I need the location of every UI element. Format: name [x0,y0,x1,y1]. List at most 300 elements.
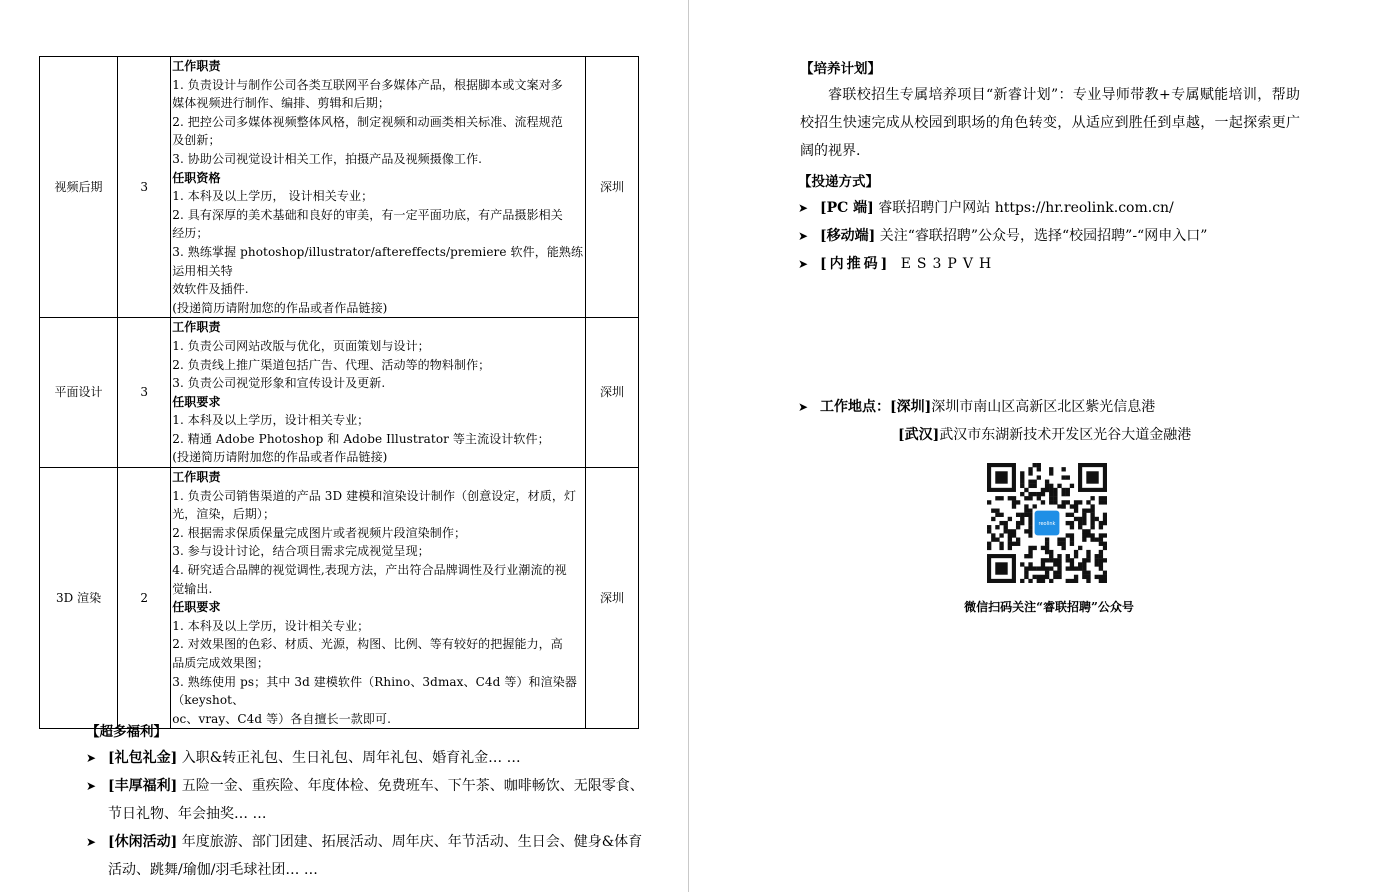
qr-module [1020,521,1024,525]
job-headcount: 3 [118,318,171,468]
qr-module [1037,492,1041,496]
qr-module [1057,575,1061,579]
desc-line: 1. 本科及以上学历，设计相关专业； [172,618,370,633]
qr-module [1016,521,1020,525]
qr-module [1020,475,1024,479]
qr-module [1012,533,1016,537]
qr-module [1066,533,1070,537]
qr-module [1028,492,1032,496]
qr-module [1020,517,1024,521]
job-title: 3D 渲染 [40,468,118,729]
training-text: 睿联校招生专属培养项目“新睿计划”：专业导师带教+专属赋能培训，帮助校招生快速完成从校园到职场的角色转变，从适应到胜任到卓越，一起探索更广阔的视界. [800,87,1300,159]
qr-module [1041,566,1045,570]
qr-module [1061,546,1065,550]
job-headcount: 2 [118,468,171,729]
qr-module [1066,488,1070,492]
qr-module [1037,496,1041,500]
qr-module [1082,517,1086,521]
desc-line: 及创新； [172,133,221,148]
desc-line: 2. 对效果图的色彩、材质、光源，构图、比例、等有较好的把握能力，高 [172,637,563,652]
qr-module [1024,575,1028,579]
qr-module [1057,554,1061,558]
qr-module [1066,521,1070,525]
qr-module [1061,542,1065,546]
reolink-logo-text: reolink [1038,521,1056,528]
qr-module [1049,500,1053,504]
apply-item-label: [移动端] [820,228,876,244]
bullet-icon: ➤ [86,779,97,793]
qr-module [1045,488,1049,492]
qr-module [1045,537,1049,541]
qr-module [1057,504,1061,508]
desc-line: 经历； [172,226,209,241]
qr-module [1016,525,1020,529]
desc-line: oc、vray、C4d 等）各自擅长一款即可. [172,711,392,726]
qr-module [1008,533,1012,537]
job-location: 深圳 [585,468,638,729]
qr-module [1033,484,1037,488]
qr-module [1045,484,1049,488]
qr-module [1086,554,1090,558]
qr-module [1103,546,1107,550]
qr-module [1095,575,1099,579]
benefit-item [86,828,646,884]
qr-module [1041,558,1045,562]
qr-module [1070,521,1074,525]
qr-module [1041,579,1045,583]
benefit-item-label: [丰厚福利] [108,778,178,794]
qr-module [1086,571,1090,575]
qr-module [1016,513,1020,517]
job-location: 深圳 [585,57,638,318]
desc-line: 觉输出. [172,581,213,596]
qr-module [1095,537,1099,541]
qr-module [1024,566,1028,570]
qr-module [1070,542,1074,546]
qr-module [991,509,995,513]
qr-code [987,463,1107,583]
qr-module [1090,509,1094,513]
qr-module [1024,504,1028,508]
qr-module [1103,513,1107,517]
qr-module [1020,562,1024,566]
qr-module [1049,471,1053,475]
job-description [171,468,586,729]
qr-module [1037,463,1041,467]
desc-line: 2. 负责线上推广渠道包括广告、代理、活动等的物料制作； [172,357,491,372]
qr-module [1082,533,1086,537]
qr-module [1061,492,1065,496]
qr-module [1082,513,1086,517]
qr-module [1033,504,1037,508]
desc-line: 3. 熟练使用 ps；其中 3d 建模软件（Rhino、3dmax、C4d 等）和渲染器（keyshot、 [172,674,577,708]
qr-module [1099,566,1103,570]
bullet-icon: ➤ [798,400,809,414]
qr-module [1028,579,1032,583]
qr-module [1086,558,1090,562]
benefit-item-text [108,828,646,884]
qr-module [1049,492,1053,496]
qr-module [1099,496,1103,500]
qr-module [1057,542,1061,546]
qr-module [1037,575,1041,579]
qr-module [1033,463,1037,467]
qr-module [1020,471,1024,475]
qr-module [1053,558,1057,562]
qr-module [1053,492,1057,496]
qr-module [1028,546,1032,550]
qr-module [1099,579,1103,583]
qr-module [1070,537,1074,541]
training-title: 【培养计划】 [800,61,881,77]
qr-module [1103,571,1107,575]
apply-section [798,170,1318,278]
table-row [40,468,639,729]
desc-line: 1. 负责设计与制作公司各类互联网平台多媒体产品，根据脚本或文案对多 [172,77,563,92]
qr-module [1103,542,1107,546]
left-page [0,0,688,892]
qr-finder-core [995,471,1007,483]
qr-module [1024,496,1028,500]
apply-item-text [820,194,1318,222]
qr-module [1078,517,1082,521]
qr-module [999,542,1003,546]
desc-line: 2. 精通 Adobe Photoshop 和 Adobe Illustrator 等主流设计软件； [172,431,550,446]
qr-module [1086,533,1090,537]
qr-module [1045,558,1049,562]
qr-module [1057,566,1061,570]
qr-module [1033,546,1037,550]
qr-module [995,509,999,513]
qr-module [1045,550,1049,554]
apply-item-value: ES3PVH [890,256,998,272]
qr-module [1103,500,1107,504]
qr-module [995,525,999,529]
qr-module [1045,546,1049,550]
qr-module [999,546,1003,550]
qr-module [1024,529,1028,533]
qr-module [1024,554,1028,558]
desc-line: 2. 具有深厚的美术基础和良好的审美，有一定平面功底，有产品摄影相关 [172,207,563,222]
job-title: 平面设计 [40,318,118,468]
qr-module [1074,566,1078,570]
qr-module [1090,533,1094,537]
qr-module [1099,575,1103,579]
qr-module [1049,488,1053,492]
benefits-section [86,720,646,884]
qr-module [1095,554,1099,558]
job-headcount: 3 [118,57,171,318]
qr-module [1024,509,1028,513]
qr-module [1020,513,1024,517]
jobs-table [39,56,639,729]
qr-module [1045,566,1049,570]
qr-module [1095,558,1099,562]
qr-module [1033,492,1037,496]
qr-module [1053,488,1057,492]
qr-module [1070,566,1074,570]
desc-heading: 工作职责 [172,470,221,485]
benefit-item-value: 五险一金、重疾险、年度体检、免费班车、下午茶、咖啡畅饮、无限零食、节日礼物、年会抽奖… … [108,778,644,822]
qr-module [1070,533,1074,537]
qr-module [1041,492,1045,496]
qr-module [1099,525,1103,529]
qr-module [1061,467,1065,471]
qr-module [1066,558,1070,562]
qr-module [1012,529,1016,533]
benefit-item [86,744,646,772]
bullet-icon: ➤ [798,257,809,271]
qr-module [1066,554,1070,558]
qr-module [999,496,1003,500]
desc-line: 光，渲染，后期）； [172,507,276,522]
desc-line: 2. 根据需求保质保量完成图片或者视频片段渲染制作； [172,525,467,540]
qr-module [1078,521,1082,525]
desc-line: 1. 负责公司网站改版与优化，页面策划与设计； [172,338,430,353]
qr-module [1028,496,1032,500]
qr-module [1074,500,1078,504]
qr-module [1086,550,1090,554]
job-description [171,318,586,468]
qr-module [1028,533,1032,537]
qr-module [1086,579,1090,583]
qr-module [1049,550,1053,554]
qr-module [1103,521,1107,525]
apply-item-text [820,250,1318,278]
qr-module [1061,504,1065,508]
apply-item [798,222,1318,250]
qr-module [1090,521,1094,525]
apply-item [798,194,1318,222]
qr-finder-core [1086,471,1098,483]
qr-module [1020,480,1024,484]
qr-module [1008,496,1012,500]
bullet-icon: ➤ [798,201,809,215]
benefit-item [86,772,646,828]
qr-module [1004,529,1008,533]
desc-line: (投递简历请附加您的作品或者作品链接) [172,300,388,315]
desc-line: 效软件及插件. [172,282,249,297]
qr-module [1086,529,1090,533]
desc-line: 品质完成效果图； [172,656,270,670]
qr-module [1082,566,1086,570]
qr-module [1074,554,1078,558]
desc-line: 1. 本科及以上学历，设计相关专业； [172,413,370,428]
qr-module [1090,517,1094,521]
qr-module [1024,488,1028,492]
qr-module [991,533,995,537]
qr-module [1078,500,1082,504]
qr-module [987,546,991,550]
qr-module [1045,542,1049,546]
benefit-item-label: [休闲活动] [108,834,178,850]
qr-module [1045,480,1049,484]
qr-module [1033,575,1037,579]
qr-module [1078,566,1082,570]
qr-module [1020,484,1024,488]
qr-module [1103,558,1107,562]
qr-module [1057,571,1061,575]
bullet-icon: ➤ [86,751,97,765]
qr-module [1078,546,1082,550]
table-row [40,57,639,318]
qr-module [1024,571,1028,575]
desc-heading: 工作职责 [172,59,221,73]
qr-module [1078,562,1082,566]
qr-module [1082,529,1086,533]
qr-module [1049,566,1053,570]
qr-module [1037,566,1041,570]
qr-module [1004,525,1008,529]
apply-title: 【投递方式】 [798,174,879,190]
qr-module [987,500,991,504]
qr-module [1041,546,1045,550]
qr-module [1074,517,1078,521]
qr-module [1012,504,1016,508]
qr-module [1074,509,1078,513]
qr-module [1053,496,1057,500]
qr-module [1090,525,1094,529]
desc-heading: 任职要求 [172,394,221,409]
qr-module [1057,562,1061,566]
desc-line: 4. 研究适合品牌的视觉调性,表现方法，产出符合品牌调性及行业潮流的视 [172,563,567,578]
qr-module [1074,579,1078,583]
qr-module [1090,496,1094,500]
qr-module [1028,509,1032,513]
qr-module [1016,537,1020,541]
benefit-item-label: [礼包礼金] [108,750,178,766]
qr-module [1095,562,1099,566]
qr-module [1037,579,1041,583]
desc-line: 3. 参与设计讨论，结合项目需求完成视觉呈现； [172,544,430,559]
qr-module [1066,475,1070,479]
qr-module [1099,562,1103,566]
qr-module [995,513,999,517]
qr-module [1099,554,1103,558]
qr-module [1041,500,1045,504]
benefit-item-text [108,772,646,828]
qr-module [1016,500,1020,504]
qr-module [1070,525,1074,529]
qr-module [1012,542,1016,546]
qr-module [1099,500,1103,504]
qr-module [1033,566,1037,570]
qr-module [1045,571,1049,575]
qr-module [991,517,995,521]
qr-module [987,542,991,546]
bullet-icon: ➤ [798,229,809,243]
qr-module [1090,504,1094,508]
desc-line: 媒体视频进行制作、编排、剪辑和后期； [172,96,391,111]
qr-module [1086,509,1090,513]
qr-module [1082,521,1086,525]
qr-module [1008,517,1012,521]
location-section [798,393,1318,449]
desc-line: 3. 熟练掌握 photoshop/illustrator/aftereffects/premiere 软件，能熟练运用相关特 [172,244,584,278]
qr-module [1008,537,1012,541]
qr-module [1090,513,1094,517]
qr-module [1070,579,1074,583]
qr-module [1053,500,1057,504]
desc-line: (投递简历请附加您的作品或者作品链接) [172,450,388,465]
qr-module [1033,480,1037,484]
qr-module [1103,575,1107,579]
qr-module [1082,575,1086,579]
qr-module [987,529,991,533]
qr-module [1024,513,1028,517]
qr-module [1086,500,1090,504]
qr-module [1020,579,1024,583]
desc-line: 2. 把控公司多媒体视频整体风格，制定视频和动画类相关标准、流程规范 [172,114,563,129]
qr-module [1066,500,1070,504]
qr-module [1066,579,1070,583]
qr-module [1049,467,1053,471]
qr-module [1028,550,1032,554]
location-row-shenzhen [798,393,1318,421]
qr-module [1028,517,1032,521]
qr-module [1008,542,1012,546]
desc-heading: 任职要求 [172,600,221,615]
qr-code-icon [987,463,1107,583]
qr-module [1070,484,1074,488]
bullet-icon: ➤ [86,835,97,849]
qr-module [1016,542,1020,546]
qr-module [999,521,1003,525]
qr-module [1057,558,1061,562]
qr-module [1045,575,1049,579]
shenzhen-address: 深圳市南山区高新区北区紫光信息港 [931,399,1156,415]
qr-module [1103,496,1107,500]
qr-module [1049,558,1053,562]
qr-module [1082,537,1086,541]
desc-line: 3. 协助公司视觉设计相关工作，拍摄产品及视频摄像工作. [172,151,483,166]
qr-module [1070,513,1074,517]
qr-module [1070,558,1074,562]
qr-module [1028,484,1032,488]
benefits-title: 【超多福利】 [86,724,167,740]
qr-module [1037,467,1041,471]
qr-module [991,537,995,541]
qr-caption: 微信扫码关注“睿联招聘”公众号 [964,600,1134,614]
qr-module [1049,496,1053,500]
job-description [171,57,586,318]
qr-module [1099,521,1103,525]
benefit-item-value: 年度旅游、部门团建、拓展活动、周年庆、年节活动、生日会、健身&体育活动、跳舞/瑜伽/羽毛球社团… … [108,834,643,878]
qr-module [1049,579,1053,583]
qr-module [1057,484,1061,488]
qr-module [1103,533,1107,537]
qr-module [1090,537,1094,541]
qr-module [1066,566,1070,570]
qr-module [1028,467,1032,471]
qr-module [1041,488,1045,492]
qr-module [1008,529,1012,533]
apply-item-label: [PC 端] [820,200,874,216]
benefit-item-text [108,744,646,772]
qr-module [995,496,999,500]
qr-module [1028,525,1032,529]
job-title: 视频后期 [40,57,118,318]
qr-module [1004,521,1008,525]
apply-item-label: [内推码] [820,256,891,272]
apply-item-text [820,222,1318,250]
qr-module [1082,562,1086,566]
qr-module [1099,533,1103,537]
qr-module [1086,575,1090,579]
qr-module [995,537,999,541]
qr-module [1028,529,1032,533]
job-location: 深圳 [585,318,638,468]
